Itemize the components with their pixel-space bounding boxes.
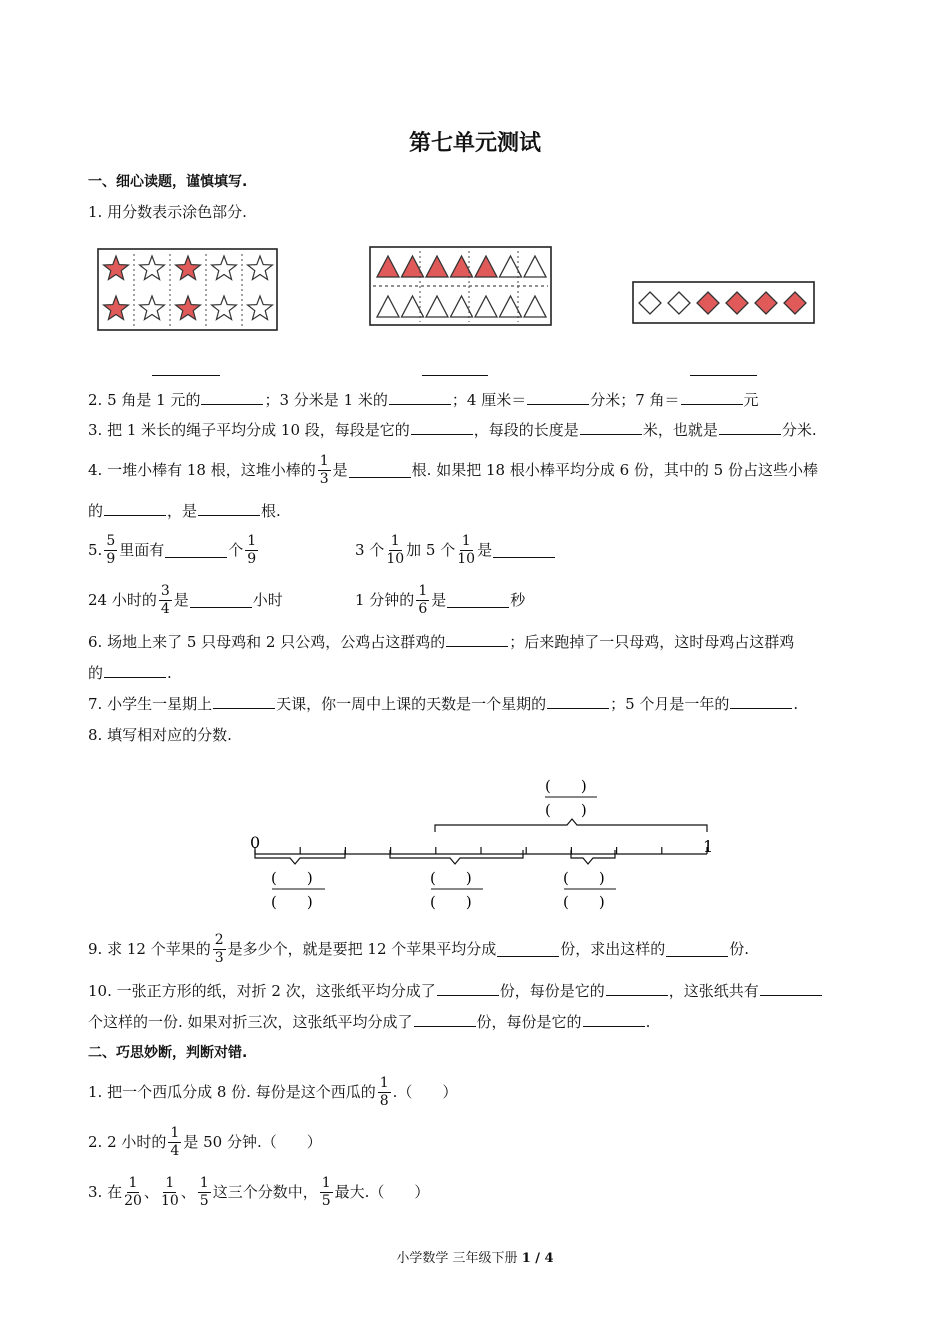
triangle-icon — [524, 296, 546, 317]
star-icon — [212, 296, 237, 320]
bottom-brace-2 — [390, 850, 523, 864]
fraction-blank-2[interactable] — [430, 869, 483, 911]
question-10-line-1: 10. 一张正方形的纸，对折 2 次，这张纸平均分成了 份，每份是它的 ，这张纸共有 — [88, 981, 823, 1001]
triangle-icon — [524, 256, 546, 277]
star-icon — [176, 256, 201, 280]
section-1-heading: 一、细心读题，谨慎填写. — [88, 174, 248, 190]
svg-text:( ): ( ) — [430, 893, 472, 911]
star-icon — [176, 296, 201, 320]
diamond-icon — [726, 292, 748, 314]
svg-text:( ): ( ) — [545, 777, 587, 795]
svg-text:( ): ( ) — [563, 893, 605, 911]
svg-text:( ): ( ) — [563, 869, 605, 887]
judge-question-3: 3. 在 1 20 、 1 10 、 1 5 这三个分数中， 1 5 最大.（ ） — [88, 1174, 430, 1209]
judge-question-2: 2. 2 小时的 1 4 是 50 分钟.（ ） — [88, 1124, 322, 1159]
question-6-line-2: 的 . — [88, 664, 172, 682]
diamond-icon — [697, 292, 719, 314]
judge-question-1: 1. 把一个西瓜分成 8 份. 每份是这个西瓜的 1 8 .（ ） — [88, 1074, 458, 1109]
fraction-blank-top[interactable] — [545, 777, 597, 819]
bottom-brace-3 — [571, 850, 615, 864]
question-3: 3. 把 1 米长的绳子平均分成 10 段，每段是它的 ，每段的长度是 米，也就是 分米. — [88, 421, 817, 439]
triangle-icon — [377, 296, 399, 317]
page-title: 第七单元测试 — [408, 131, 541, 156]
top-brace — [435, 819, 707, 832]
page-number: 1 / 4 — [521, 1251, 554, 1266]
question-1: 1. 用分数表示涂色部分. — [88, 203, 247, 221]
question-5d: 1 分钟的 1 6 是 秒 — [355, 582, 526, 617]
question-5c: 24 小时的 3 4 是 小时 — [88, 582, 283, 617]
diamond-icon — [668, 292, 690, 314]
svg-text:( ): ( ) — [271, 893, 313, 911]
triangle-icon — [426, 256, 448, 277]
star-icon — [140, 296, 165, 320]
diamond-icon — [784, 292, 806, 314]
diamond-icon — [755, 292, 777, 314]
triangle-icon — [475, 296, 497, 317]
stars-figure — [97, 248, 279, 332]
star-icon — [104, 256, 129, 280]
star-icon — [248, 296, 273, 320]
question-5b: 3 个 1 10 加 5 个 1 10 是 — [355, 532, 556, 568]
answer-line-stars[interactable] — [152, 375, 220, 376]
triangle-icon — [426, 296, 448, 317]
svg-text:( ): ( ) — [271, 869, 313, 887]
question-7: 7. 小学生一星期上 天课，你一周中上课的天数是一个星期的 ；5 个月是一年的 . — [88, 695, 799, 713]
answer-line-triangles[interactable] — [422, 375, 488, 376]
star-icon — [104, 296, 129, 320]
star-icon — [212, 256, 237, 280]
question-4-line-1: 4. 一堆小棒有 18 根，这堆小棒的 1 3 是 根. 如果把 18 根小棒平均分成 6 份，其中的 5 份占这些小棒 — [88, 452, 818, 487]
question-10-line-2: 个这样的一份. 如果对折三次，这张纸平均分成了 份，每份是它的 . — [88, 1013, 651, 1031]
diamonds-figure — [632, 281, 816, 325]
page-footer: 小学数学 三年级下册 1 / 4 — [396, 1251, 554, 1266]
answer-line-diamonds[interactable] — [690, 375, 757, 376]
triangle-icon — [377, 256, 399, 277]
triangles-figure — [369, 246, 553, 327]
question-4-line-2: 的 ，是 根. — [88, 502, 281, 520]
diamond-icon — [639, 292, 661, 314]
fraction-blank-3[interactable] — [563, 869, 616, 911]
star-icon — [140, 256, 165, 280]
question-8: 8. 填写相对应的分数. — [88, 726, 232, 744]
question-9: 9. 求 12 个苹果的 2 3 是多少个，就是要把 12 个苹果平均分成 份，求出这样的 份. — [88, 931, 750, 966]
section-2-heading: 二、巧思妙断，判断对错. — [88, 1045, 248, 1061]
question-6-line-1: 6. 场地上来了 5 只母鸡和 2 只公鸡，公鸡占这群鸡的 ；后来跑掉了一只母鸡，这时母鸡占这群鸡 — [88, 633, 795, 651]
question-2: 2. 5 角是 1 元的 ；3 分米是 1 米的 ；4 厘米＝ 分米；7 角＝ 元 — [88, 391, 759, 409]
triangle-icon — [475, 256, 497, 277]
question-5a: 5. 5 9 里面有 个 1 9 — [88, 532, 257, 567]
fraction: 1 3 — [319, 452, 329, 487]
svg-text:( ): ( ) — [545, 801, 587, 819]
fraction-blank-1[interactable] — [271, 869, 325, 911]
star-icon — [248, 256, 273, 280]
number-line-figure — [245, 772, 725, 917]
label-one: 1 — [703, 837, 714, 856]
label-zero: 0 — [250, 833, 261, 852]
svg-text:( ): ( ) — [430, 869, 472, 887]
